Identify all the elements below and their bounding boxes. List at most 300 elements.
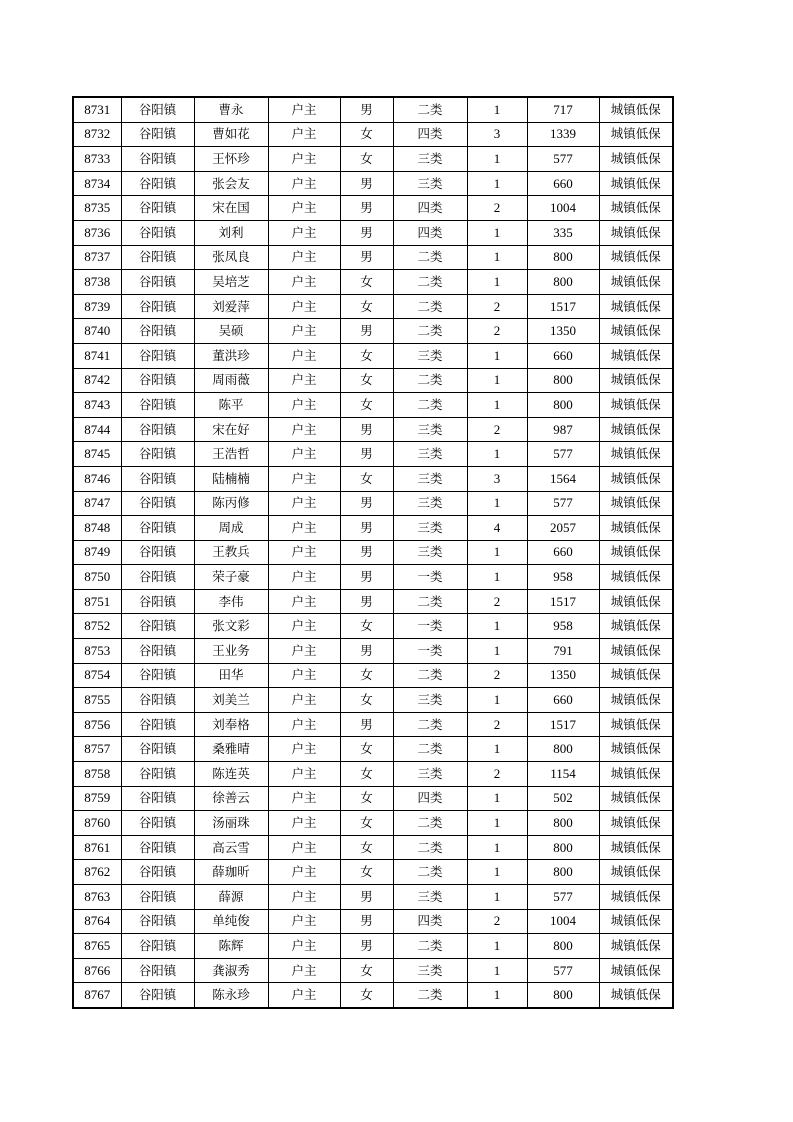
name-cell: 汤丽珠 [194,811,268,836]
gender-cell: 男 [340,639,393,664]
serial-number-cell: 8766 [73,958,121,983]
serial-number-cell: 8763 [73,885,121,910]
town-cell: 谷阳镇 [121,885,194,910]
gender-cell: 女 [340,663,393,688]
gender-cell: 女 [340,122,393,147]
serial-number-cell: 8735 [73,196,121,221]
town-cell: 谷阳镇 [121,614,194,639]
program-type-cell: 城镇低保 [599,589,673,614]
table-row [73,712,673,737]
gender-cell: 男 [340,220,393,245]
gender-cell: 女 [340,270,393,295]
category-cell: 三类 [393,885,467,910]
name-cell: 吴培芝 [194,270,268,295]
category-cell: 二类 [393,860,467,885]
amount-cell: 800 [527,245,599,270]
table-row [73,885,673,910]
household-size-cell: 4 [467,516,527,541]
relation-cell: 户主 [268,835,340,860]
table-row [73,393,673,418]
category-cell: 三类 [393,466,467,491]
category-cell: 四类 [393,196,467,221]
amount-cell: 1004 [527,196,599,221]
amount-cell: 791 [527,639,599,664]
program-type-cell: 城镇低保 [599,909,673,934]
relation-cell: 户主 [268,540,340,565]
amount-cell: 660 [527,688,599,713]
category-cell: 二类 [393,737,467,762]
town-cell: 谷阳镇 [121,319,194,344]
serial-number-cell: 8739 [73,294,121,319]
relation-cell: 户主 [268,466,340,491]
town-cell: 谷阳镇 [121,565,194,590]
program-type-cell: 城镇低保 [599,540,673,565]
town-cell: 谷阳镇 [121,97,194,122]
name-cell: 薛源 [194,885,268,910]
program-type-cell: 城镇低保 [599,811,673,836]
program-type-cell: 城镇低保 [599,417,673,442]
category-cell: 二类 [393,393,467,418]
household-size-cell: 1 [467,786,527,811]
program-type-cell: 城镇低保 [599,466,673,491]
table-row [73,294,673,319]
name-cell: 周雨薇 [194,368,268,393]
gender-cell: 女 [340,860,393,885]
table-row [73,171,673,196]
table-row [73,540,673,565]
serial-number-cell: 8756 [73,712,121,737]
town-cell: 谷阳镇 [121,270,194,295]
program-type-cell: 城镇低保 [599,245,673,270]
household-size-cell: 1 [467,540,527,565]
relation-cell: 户主 [268,639,340,664]
table-row [73,220,673,245]
relation-cell: 户主 [268,196,340,221]
serial-number-cell: 8748 [73,516,121,541]
name-cell: 王业务 [194,639,268,664]
category-cell: 四类 [393,122,467,147]
name-cell: 王怀珍 [194,147,268,172]
gender-cell: 男 [340,491,393,516]
gender-cell: 女 [340,466,393,491]
program-type-cell: 城镇低保 [599,565,673,590]
program-type-cell: 城镇低保 [599,147,673,172]
amount-cell: 958 [527,565,599,590]
table-row [73,417,673,442]
household-size-cell: 2 [467,589,527,614]
town-cell: 谷阳镇 [121,147,194,172]
amount-cell: 717 [527,97,599,122]
serial-number-cell: 8752 [73,614,121,639]
gender-cell: 男 [340,171,393,196]
name-cell: 刘美兰 [194,688,268,713]
name-cell: 张会友 [194,171,268,196]
name-cell: 陈连英 [194,762,268,787]
gender-cell: 女 [340,786,393,811]
relation-cell: 户主 [268,565,340,590]
table-row [73,614,673,639]
serial-number-cell: 8731 [73,97,121,122]
town-cell: 谷阳镇 [121,516,194,541]
gender-cell: 女 [340,393,393,418]
amount-cell: 800 [527,983,599,1008]
serial-number-cell: 8762 [73,860,121,885]
category-cell: 三类 [393,958,467,983]
relation-cell: 户主 [268,614,340,639]
table-row [73,958,673,983]
name-cell: 宋在国 [194,196,268,221]
gender-cell: 女 [340,983,393,1008]
relation-cell: 户主 [268,393,340,418]
name-cell: 单纯俊 [194,909,268,934]
table-row [73,466,673,491]
household-size-cell: 1 [467,860,527,885]
relation-cell: 户主 [268,220,340,245]
program-type-cell: 城镇低保 [599,368,673,393]
town-cell: 谷阳镇 [121,122,194,147]
table-row [73,762,673,787]
gender-cell: 女 [340,614,393,639]
serial-number-cell: 8734 [73,171,121,196]
table-row [73,934,673,959]
gender-cell: 男 [340,442,393,467]
serial-number-cell: 8745 [73,442,121,467]
table-row [73,122,673,147]
beneficiary-table [72,96,674,1009]
gender-cell: 男 [340,196,393,221]
category-cell: 二类 [393,712,467,737]
amount-cell: 1004 [527,909,599,934]
town-cell: 谷阳镇 [121,934,194,959]
amount-cell: 800 [527,811,599,836]
household-size-cell: 2 [467,663,527,688]
amount-cell: 800 [527,934,599,959]
town-cell: 谷阳镇 [121,639,194,664]
household-size-cell: 1 [467,491,527,516]
serial-number-cell: 8754 [73,663,121,688]
program-type-cell: 城镇低保 [599,343,673,368]
table-row [73,786,673,811]
town-cell: 谷阳镇 [121,417,194,442]
town-cell: 谷阳镇 [121,466,194,491]
table-row [73,589,673,614]
household-size-cell: 2 [467,909,527,934]
town-cell: 谷阳镇 [121,368,194,393]
household-size-cell: 1 [467,639,527,664]
category-cell: 四类 [393,220,467,245]
amount-cell: 800 [527,368,599,393]
amount-cell: 577 [527,491,599,516]
name-cell: 刘奉格 [194,712,268,737]
relation-cell: 户主 [268,491,340,516]
town-cell: 谷阳镇 [121,909,194,934]
relation-cell: 户主 [268,245,340,270]
relation-cell: 户主 [268,688,340,713]
household-size-cell: 1 [467,565,527,590]
category-cell: 三类 [393,343,467,368]
name-cell: 王浩哲 [194,442,268,467]
amount-cell: 1517 [527,294,599,319]
category-cell: 二类 [393,811,467,836]
table-row [73,983,673,1008]
program-type-cell: 城镇低保 [599,885,673,910]
amount-cell: 987 [527,417,599,442]
gender-cell: 女 [340,343,393,368]
town-cell: 谷阳镇 [121,491,194,516]
household-size-cell: 2 [467,417,527,442]
name-cell: 徐善云 [194,786,268,811]
name-cell: 桑雅晴 [194,737,268,762]
table-body [73,97,673,1008]
category-cell: 三类 [393,491,467,516]
amount-cell: 577 [527,885,599,910]
name-cell: 田华 [194,663,268,688]
table-row [73,516,673,541]
serial-number-cell: 8743 [73,393,121,418]
relation-cell: 户主 [268,589,340,614]
category-cell: 二类 [393,589,467,614]
amount-cell: 1517 [527,589,599,614]
relation-cell: 户主 [268,442,340,467]
category-cell: 二类 [393,368,467,393]
table-row [73,909,673,934]
gender-cell: 女 [340,147,393,172]
serial-number-cell: 8746 [73,466,121,491]
table-row [73,319,673,344]
town-cell: 谷阳镇 [121,737,194,762]
category-cell: 二类 [393,319,467,344]
relation-cell: 户主 [268,934,340,959]
amount-cell: 660 [527,171,599,196]
serial-number-cell: 8750 [73,565,121,590]
household-size-cell: 1 [467,245,527,270]
amount-cell: 1517 [527,712,599,737]
town-cell: 谷阳镇 [121,712,194,737]
relation-cell: 户主 [268,368,340,393]
serial-number-cell: 8757 [73,737,121,762]
gender-cell: 女 [340,811,393,836]
relation-cell: 户主 [268,909,340,934]
town-cell: 谷阳镇 [121,663,194,688]
gender-cell: 男 [340,97,393,122]
relation-cell: 户主 [268,343,340,368]
category-cell: 三类 [393,540,467,565]
amount-cell: 800 [527,737,599,762]
amount-cell: 660 [527,343,599,368]
household-size-cell: 1 [467,885,527,910]
program-type-cell: 城镇低保 [599,393,673,418]
name-cell: 曹如花 [194,122,268,147]
town-cell: 谷阳镇 [121,589,194,614]
serial-number-cell: 8732 [73,122,121,147]
gender-cell: 男 [340,934,393,959]
serial-number-cell: 8741 [73,343,121,368]
serial-number-cell: 8744 [73,417,121,442]
relation-cell: 户主 [268,885,340,910]
relation-cell: 户主 [268,417,340,442]
category-cell: 二类 [393,983,467,1008]
program-type-cell: 城镇低保 [599,737,673,762]
table-row [73,196,673,221]
gender-cell: 男 [340,885,393,910]
program-type-cell: 城镇低保 [599,442,673,467]
amount-cell: 2057 [527,516,599,541]
category-cell: 三类 [393,442,467,467]
relation-cell: 户主 [268,958,340,983]
amount-cell: 800 [527,270,599,295]
serial-number-cell: 8753 [73,639,121,664]
category-cell: 三类 [393,147,467,172]
table-row [73,811,673,836]
name-cell: 李伟 [194,589,268,614]
program-type-cell: 城镇低保 [599,270,673,295]
relation-cell: 户主 [268,860,340,885]
category-cell: 二类 [393,663,467,688]
amount-cell: 1339 [527,122,599,147]
gender-cell: 男 [340,712,393,737]
serial-number-cell: 8758 [73,762,121,787]
household-size-cell: 2 [467,712,527,737]
program-type-cell: 城镇低保 [599,196,673,221]
category-cell: 三类 [393,417,467,442]
name-cell: 陈辉 [194,934,268,959]
category-cell: 一类 [393,639,467,664]
name-cell: 薛珈昕 [194,860,268,885]
name-cell: 高云雪 [194,835,268,860]
relation-cell: 户主 [268,811,340,836]
table-row [73,343,673,368]
category-cell: 四类 [393,786,467,811]
relation-cell: 户主 [268,147,340,172]
gender-cell: 女 [340,958,393,983]
household-size-cell: 1 [467,171,527,196]
household-size-cell: 2 [467,762,527,787]
program-type-cell: 城镇低保 [599,688,673,713]
household-size-cell: 1 [467,688,527,713]
relation-cell: 户主 [268,122,340,147]
gender-cell: 男 [340,540,393,565]
household-size-cell: 1 [467,343,527,368]
household-size-cell: 3 [467,122,527,147]
program-type-cell: 城镇低保 [599,516,673,541]
relation-cell: 户主 [268,762,340,787]
program-type-cell: 城镇低保 [599,983,673,1008]
table-row [73,491,673,516]
serial-number-cell: 8733 [73,147,121,172]
relation-cell: 户主 [268,712,340,737]
household-size-cell: 1 [467,270,527,295]
household-size-cell: 1 [467,368,527,393]
amount-cell: 800 [527,835,599,860]
town-cell: 谷阳镇 [121,393,194,418]
relation-cell: 户主 [268,294,340,319]
name-cell: 陈永珍 [194,983,268,1008]
household-size-cell: 1 [467,220,527,245]
household-size-cell: 1 [467,983,527,1008]
name-cell: 吴硕 [194,319,268,344]
table-row [73,442,673,467]
program-type-cell: 城镇低保 [599,762,673,787]
serial-number-cell: 8740 [73,319,121,344]
amount-cell: 660 [527,540,599,565]
category-cell: 二类 [393,294,467,319]
gender-cell: 女 [340,294,393,319]
serial-number-cell: 8755 [73,688,121,713]
name-cell: 陆楠楠 [194,466,268,491]
name-cell: 周成 [194,516,268,541]
household-size-cell: 1 [467,442,527,467]
category-cell: 二类 [393,934,467,959]
serial-number-cell: 8738 [73,270,121,295]
program-type-cell: 城镇低保 [599,639,673,664]
name-cell: 王教兵 [194,540,268,565]
serial-number-cell: 8761 [73,835,121,860]
household-size-cell: 2 [467,196,527,221]
table-row [73,737,673,762]
category-cell: 四类 [393,909,467,934]
category-cell: 二类 [393,97,467,122]
program-type-cell: 城镇低保 [599,97,673,122]
name-cell: 董洪珍 [194,343,268,368]
program-type-cell: 城镇低保 [599,663,673,688]
amount-cell: 502 [527,786,599,811]
gender-cell: 男 [340,245,393,270]
household-size-cell: 1 [467,97,527,122]
serial-number-cell: 8736 [73,220,121,245]
table-row [73,270,673,295]
category-cell: 二类 [393,835,467,860]
program-type-cell: 城镇低保 [599,319,673,344]
town-cell: 谷阳镇 [121,540,194,565]
serial-number-cell: 8742 [73,368,121,393]
household-size-cell: 1 [467,614,527,639]
gender-cell: 男 [340,319,393,344]
program-type-cell: 城镇低保 [599,835,673,860]
amount-cell: 335 [527,220,599,245]
household-size-cell: 2 [467,294,527,319]
relation-cell: 户主 [268,786,340,811]
program-type-cell: 城镇低保 [599,934,673,959]
category-cell: 二类 [393,270,467,295]
town-cell: 谷阳镇 [121,688,194,713]
amount-cell: 1350 [527,663,599,688]
program-type-cell: 城镇低保 [599,171,673,196]
program-type-cell: 城镇低保 [599,958,673,983]
gender-cell: 女 [340,688,393,713]
relation-cell: 户主 [268,171,340,196]
table-row [73,835,673,860]
gender-cell: 女 [340,737,393,762]
town-cell: 谷阳镇 [121,196,194,221]
household-size-cell: 2 [467,319,527,344]
gender-cell: 男 [340,417,393,442]
category-cell: 三类 [393,688,467,713]
program-type-cell: 城镇低保 [599,786,673,811]
household-size-cell: 1 [467,835,527,860]
town-cell: 谷阳镇 [121,220,194,245]
name-cell: 龚淑秀 [194,958,268,983]
program-type-cell: 城镇低保 [599,614,673,639]
category-cell: 三类 [393,171,467,196]
serial-number-cell: 8749 [73,540,121,565]
program-type-cell: 城镇低保 [599,122,673,147]
household-size-cell: 1 [467,958,527,983]
amount-cell: 1350 [527,319,599,344]
relation-cell: 户主 [268,516,340,541]
program-type-cell: 城镇低保 [599,860,673,885]
category-cell: 一类 [393,565,467,590]
category-cell: 三类 [393,516,467,541]
